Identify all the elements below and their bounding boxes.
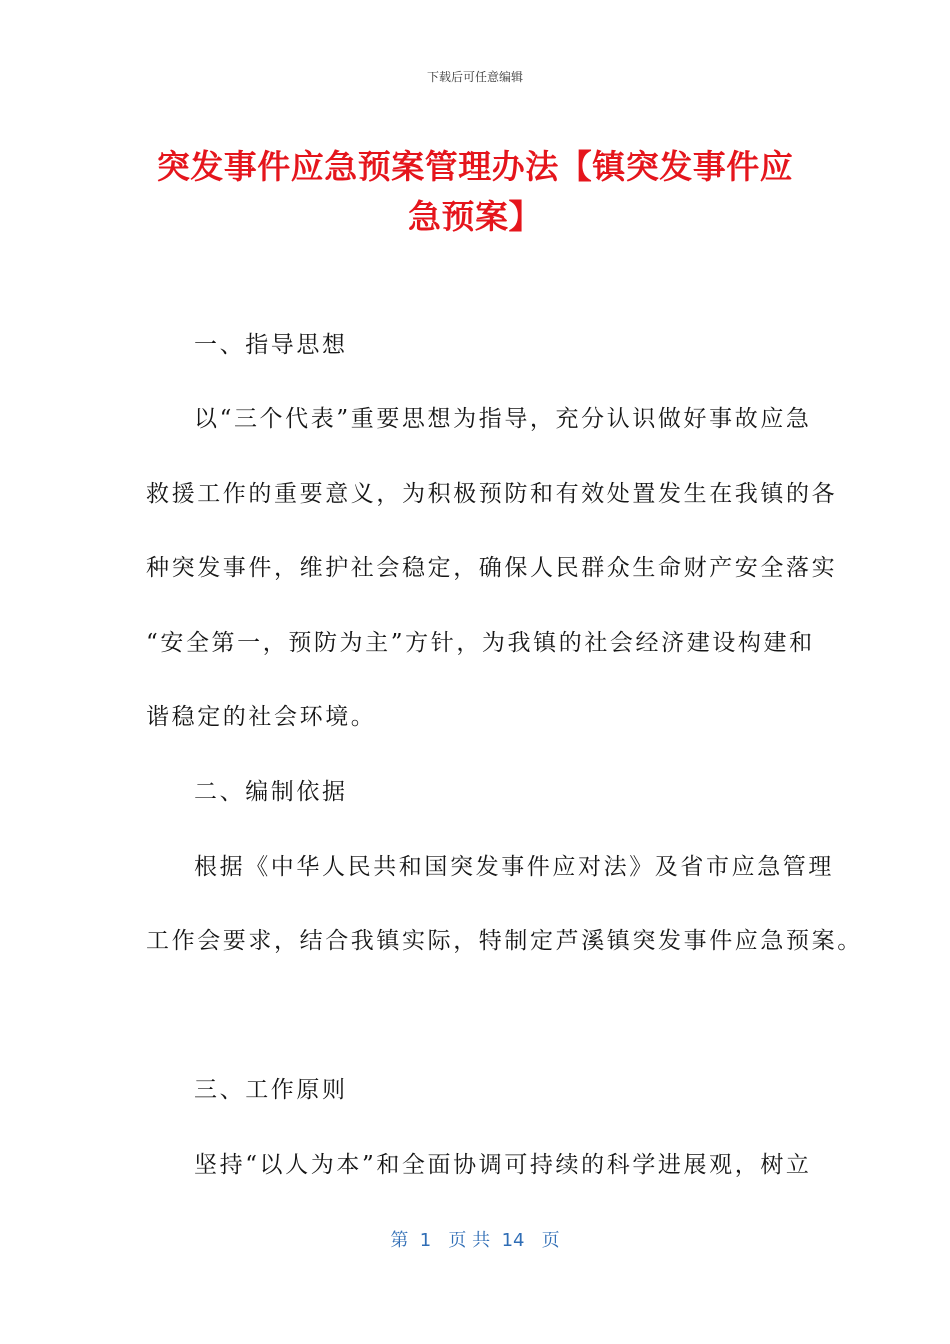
section-heading-basis: 二、编制依据 [194, 779, 348, 805]
paragraph-line: 工作会要求，结合我镇实际，特制定芦溪镇突发事件应急预案。 [146, 928, 863, 954]
paragraph-line: 救援工作的重要意义，为积极预防和有效处置发生在我镇的各 [146, 481, 838, 507]
paragraph-line: 谐稳定的社会环境。 [146, 704, 377, 730]
page-footer: 第 1 页 共 14 页 [390, 1230, 560, 1251]
paragraph-line: 根据《中华人民共和国突发事件应对法》及省市应急管理 [194, 854, 834, 880]
paragraph-line: 坚持“以人为本”和全面协调可持续的科学进展观，树立 [194, 1152, 812, 1178]
paragraph-line: 以“三个代表”重要思想为指导，充分认识做好事故应急 [194, 406, 812, 432]
title-line-1: 突发事件应急预案管理办法【镇突发事件应 [156, 147, 794, 186]
section-heading-guiding-ideology: 一、指导思想 [194, 332, 348, 358]
header-note: 下载后可任意编辑 [426, 70, 523, 84]
paragraph-line: 种突发事件，维护社会稳定，确保人民群众生命财产安全落实 [146, 555, 838, 581]
section-heading-principles: 三、工作原则 [194, 1077, 348, 1103]
document-title [140, 142, 810, 242]
paragraph-line: “安全第一，预防为主”方针，为我镇的社会经济建设构建和 [146, 630, 815, 656]
title-line-2: 急预案】 [408, 197, 542, 236]
